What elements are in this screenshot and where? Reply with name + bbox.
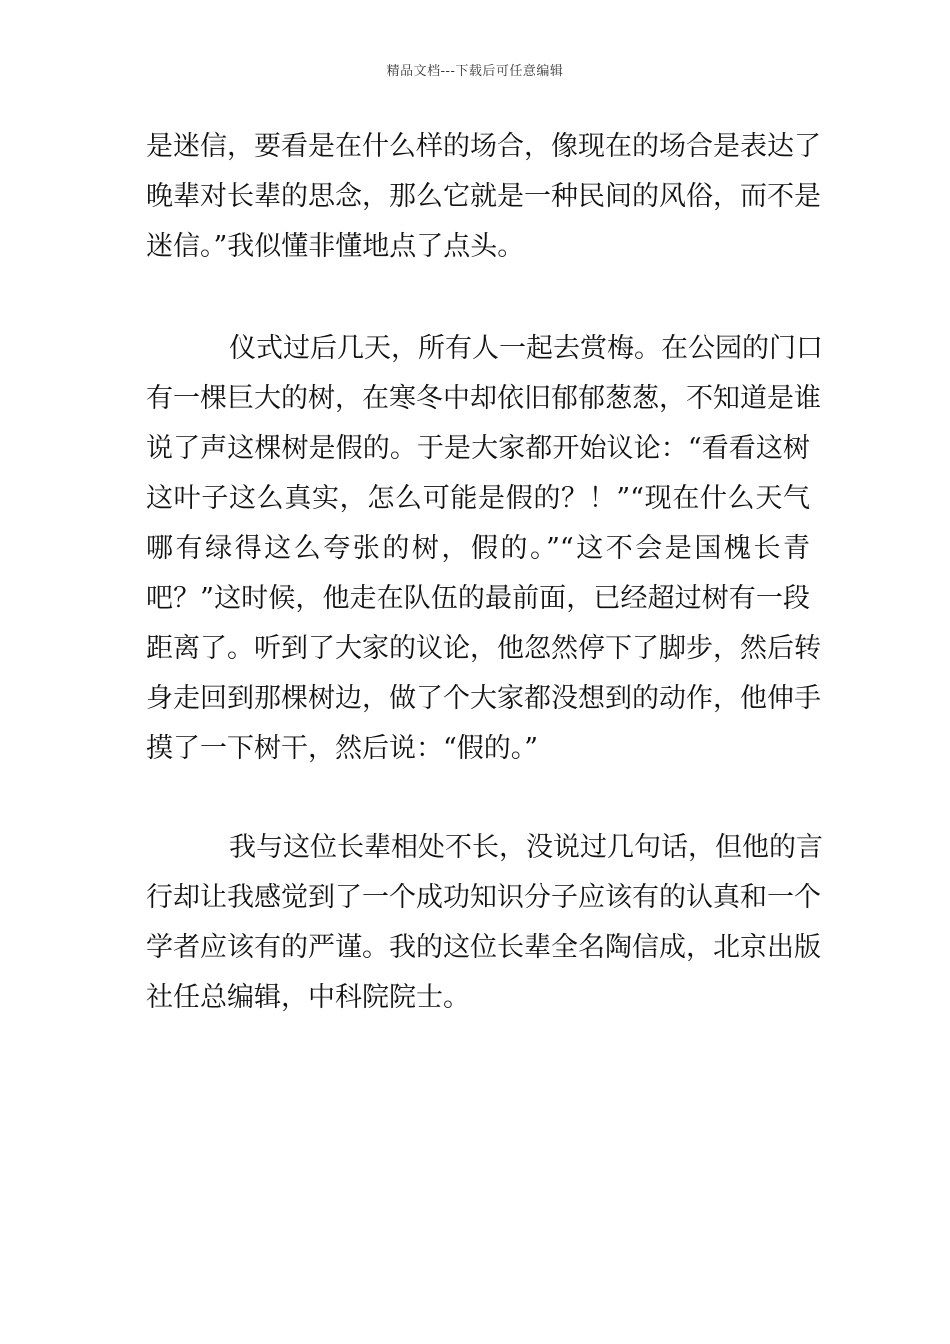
paragraph-line: 距离了。听到了大家的议论，他忽然停下了脚步，然后转: [146, 633, 821, 664]
paragraph-line: 我与这位长辈相处不长，没说过几句话，但他的言: [229, 832, 823, 863]
paragraph-line: 社任总编辑，中科院院士。: [146, 982, 470, 1013]
paragraph-line: 迷信。”我似懂非懂地点了点头。: [146, 231, 525, 262]
paragraph-line: 行却让我感觉到了一个成功知识分子应该有的认真和一个: [146, 882, 821, 913]
paragraph-line: 摸了一下树干，然后说：“假的。”: [146, 733, 539, 764]
paragraph-3: [146, 823, 823, 1023]
paragraph-line: 仪式过后几天，所有人一起去赏梅。在公园的门口: [229, 333, 823, 364]
paragraph-line: 哪有绿得这么夸张的树，假的。”“这不会是国槐长青: [146, 533, 810, 564]
paragraph-line: 晚辈对长辈的思念，那么它就是一种民间的风俗，而不是: [146, 181, 821, 212]
paragraph-line: 是迷信，要看是在什么样的场合，像现在的场合是表达了: [146, 131, 821, 162]
paragraph-line: 这叶子这么真实，怎么可能是假的？！”“现在什么天气: [146, 483, 810, 514]
paragraph-1: [146, 122, 821, 272]
paragraph-line: 说了声这棵树是假的。于是大家都开始议论：“看看这树: [146, 433, 810, 464]
paragraph-line: 学者应该有的严谨。我的这位长辈全名陶信成，北京出版: [146, 932, 821, 963]
paragraph-line: 身走回到那棵树边，做了个大家都没想到的动作，他伸手: [146, 683, 821, 714]
page-header: 精品文档---下载后可任意编辑: [386, 64, 564, 79]
paragraph-2: [146, 324, 823, 774]
paragraph-line: 有一棵巨大的树，在寒冬中却依旧郁郁葱葱，不知道是谁: [146, 383, 821, 414]
paragraph-line: 吧？”这时候，他走在队伍的最前面，已经超过树有一段: [146, 583, 810, 614]
